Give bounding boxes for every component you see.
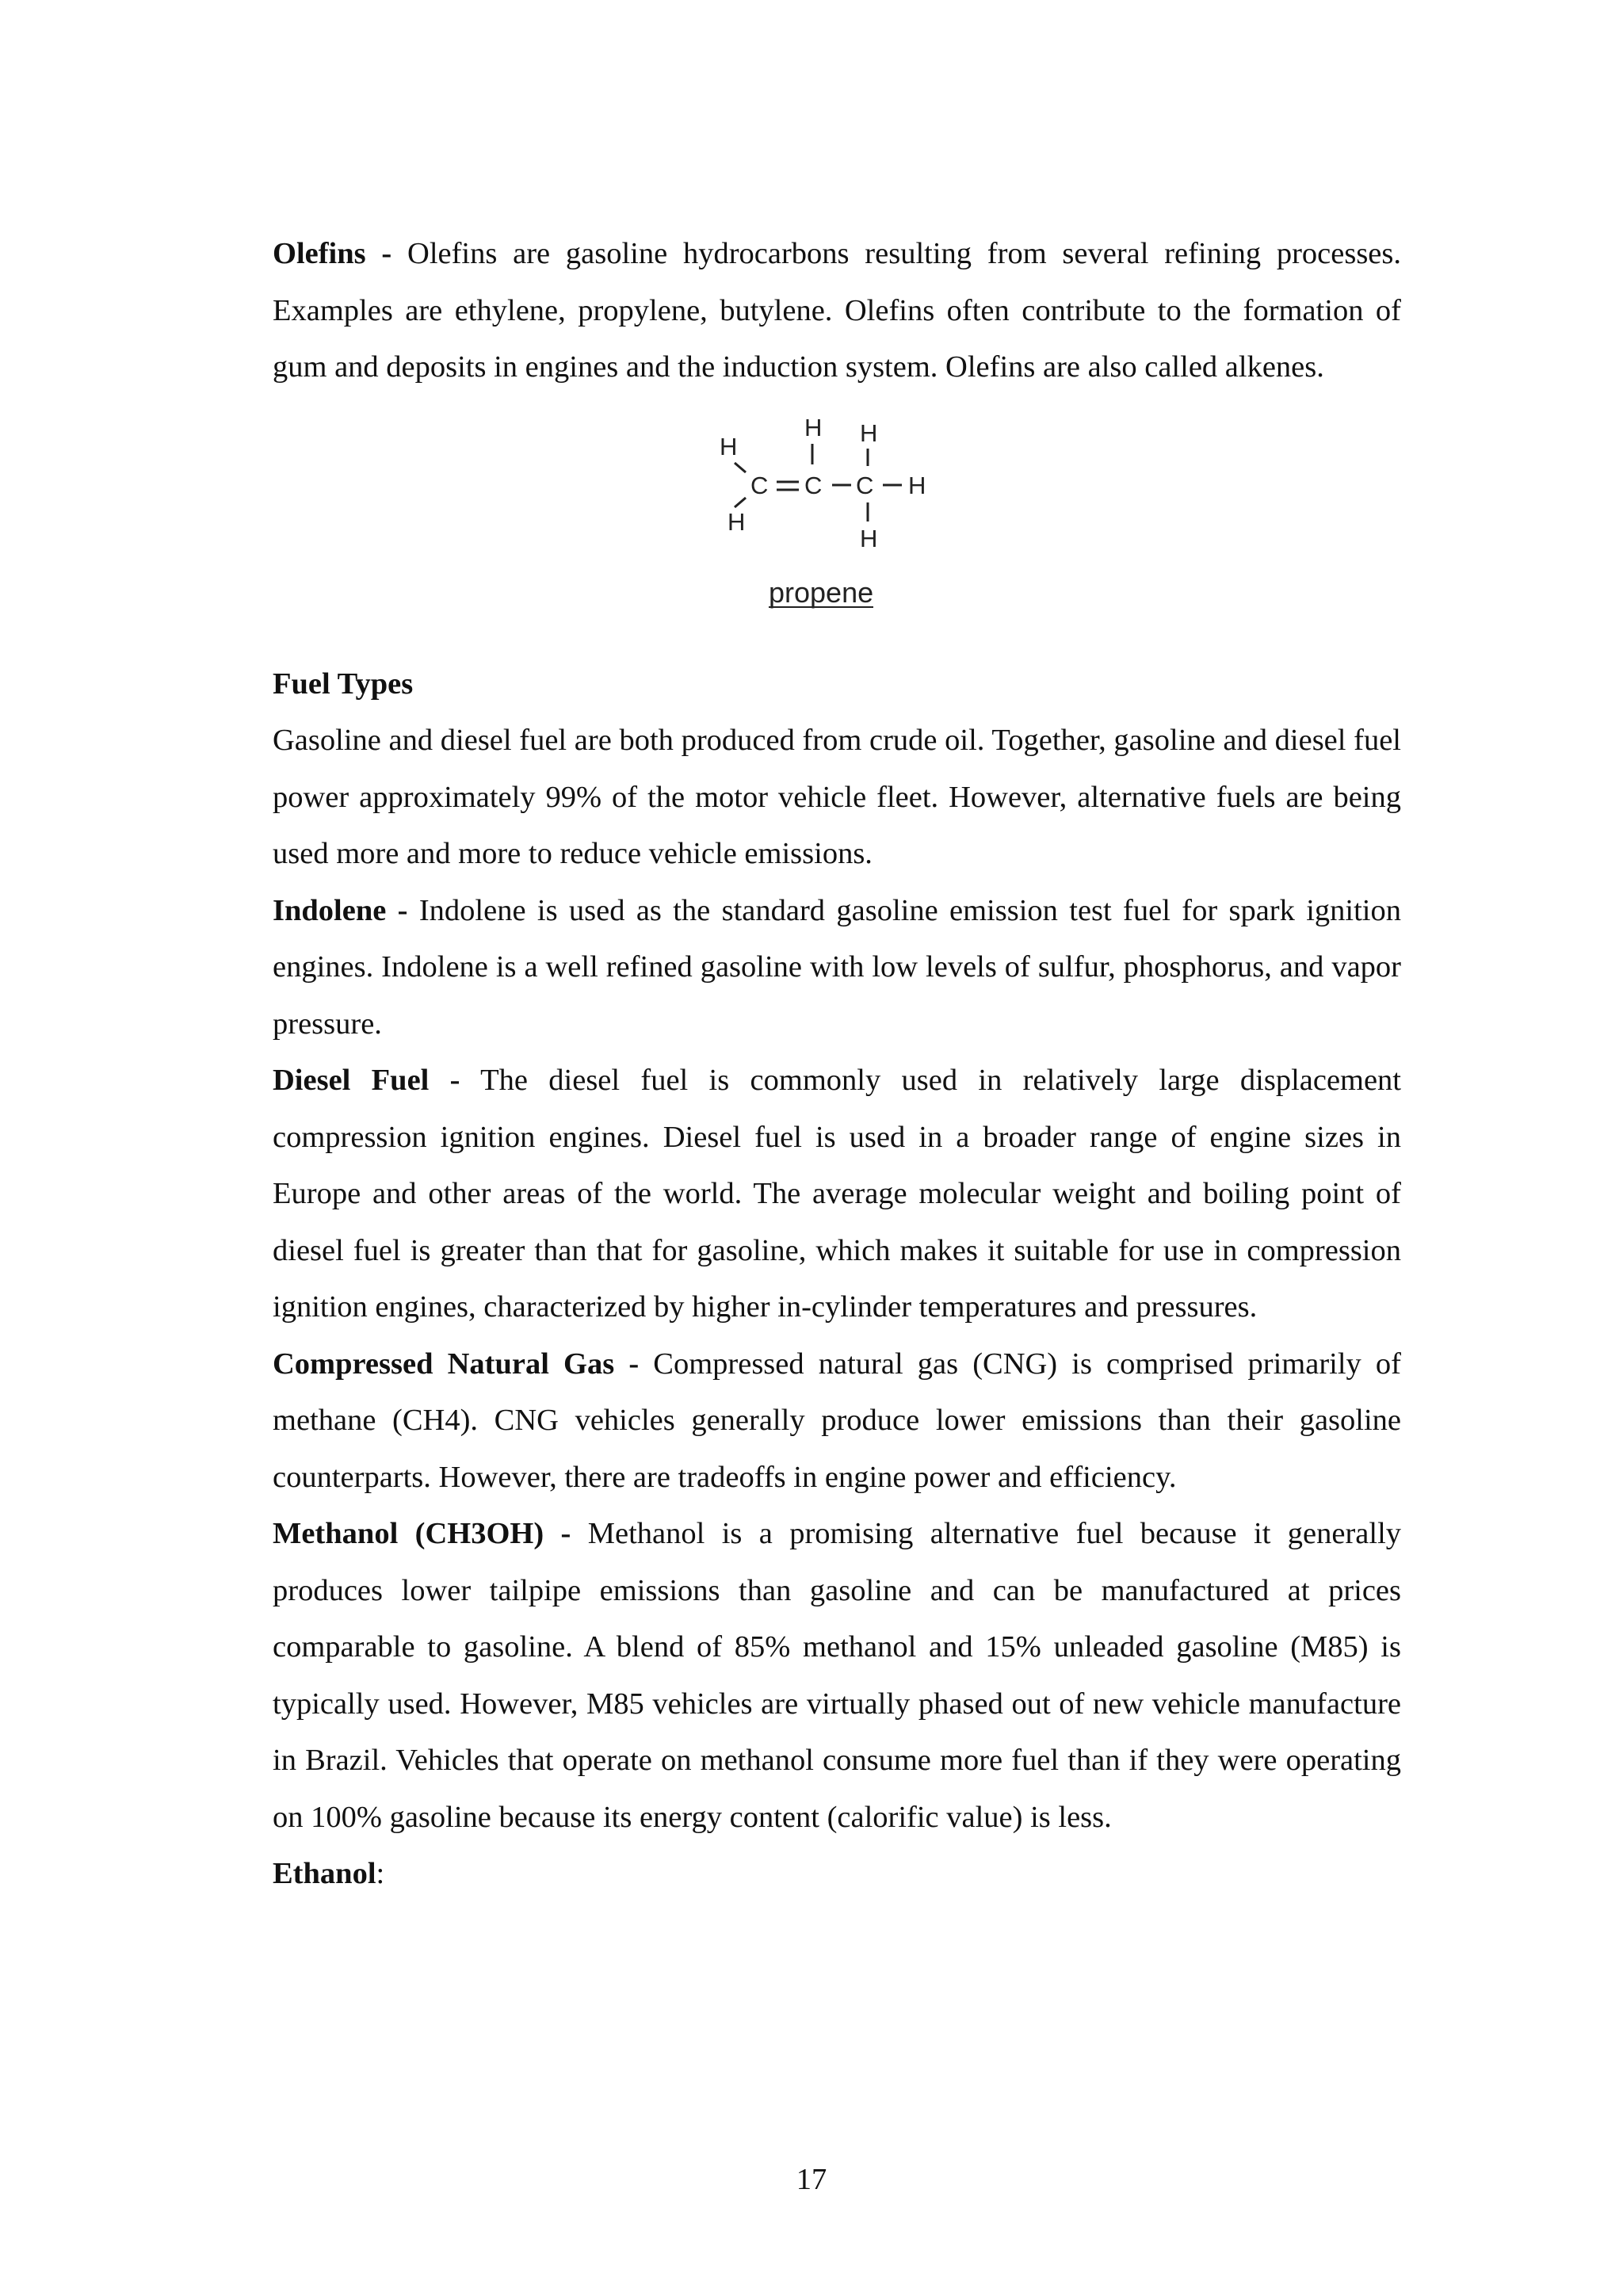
atom-h-top-c2: H <box>804 413 823 441</box>
olefins-term: Olefins - <box>273 237 392 270</box>
olefins-paragraph <box>273 226 1401 396</box>
atom-c2: C <box>804 471 823 499</box>
olefins-text: Olefins are gasoline hydrocarbons resulting from several refining processes. Examples are ethylene, propylene, butylene. Olefins often contribute to the formation of gum and deposits in engines and the induction system. Olefins are also called alkenes. <box>273 237 1401 384</box>
page-content <box>273 226 1401 1903</box>
propene-structure-diagram <box>701 406 970 644</box>
methanol-term: Methanol (CH3OH) - <box>273 1517 571 1550</box>
bond-h-c1-upper <box>735 463 746 472</box>
bond-h-c1-lower <box>735 498 746 507</box>
ethanol-paragraph <box>273 1846 1401 1903</box>
ethanol-term: Ethanol <box>273 1857 376 1890</box>
ethanol-text: : <box>376 1857 385 1890</box>
atom-c1: C <box>750 471 769 499</box>
methanol-paragraph <box>273 1506 1401 1846</box>
cng-text: Compressed natural gas (CNG) is comprised primarily of methane (CH4). CNG vehicles generally produce lower emissions than their gasoline counterparts. However, there are tradeoffs in engine power and efficiency. <box>273 1347 1401 1494</box>
atom-h-upper-left: H <box>720 432 738 460</box>
atom-h-lower-left: H <box>727 507 746 536</box>
cng-paragraph <box>273 1336 1401 1507</box>
atom-h-bottom: H <box>860 524 878 552</box>
figure-caption: propene <box>769 575 874 609</box>
atom-c3: C <box>856 471 874 499</box>
cng-term: Compressed Natural Gas - <box>273 1347 640 1381</box>
diesel-term: Diesel Fuel - <box>273 1064 460 1097</box>
indolene-text: Indolene is used as the standard gasoline emission test fuel for spark ignition engines. Indolene is a well refined gasoline with low levels of sulfur, phosphorus, and vapor pressure. <box>273 893 1401 1041</box>
fuel-types-heading: Fuel Types <box>273 667 414 701</box>
atom-h-right: H <box>908 471 926 499</box>
methanol-text: Methanol is a promising alternative fuel because it generally produces lower tailpipe emissions than gasoline and can be manufactured at prices comparable to gasoline. A blend of 85% methanol and 15% unleaded gasoline (M85) is typically used. However, M85 vehicles are virtually phased out of new vehicle manufacture in Brazil. Vehicles that operate on methanol consume more fuel than if they were operating on 100% gasoline because its energy content (calorific value) is less. <box>273 1517 1402 1834</box>
indolene-paragraph <box>273 883 1401 1053</box>
fuel-types-paragraph: Gasoline and diesel fuel are both produced from crude oil. Together, gasoline and diesel fuel power approximately 99% of the motor vehicle fleet. However, alternative fuels are being used more and more to reduce vehicle emissions. <box>273 724 1401 870</box>
indolene-term: Indolene - <box>273 893 408 927</box>
page-number: 17 <box>796 2163 827 2196</box>
propene-figure <box>273 396 1401 656</box>
diesel-paragraph <box>273 1052 1401 1336</box>
atom-h-top-c3: H <box>860 418 878 447</box>
diesel-text: The diesel fuel is commonly used in relatively large displacement compression ignition engines. Diesel fuel is used in a broader range of engine sizes in Europe and other areas of the world. The average molecular weight and boiling point of diesel fuel is greater than that for gasoline, which makes it suitable for use in compression ignition engines, characterized by higher in-cylinder temperatures and pressures. <box>273 1064 1402 1324</box>
